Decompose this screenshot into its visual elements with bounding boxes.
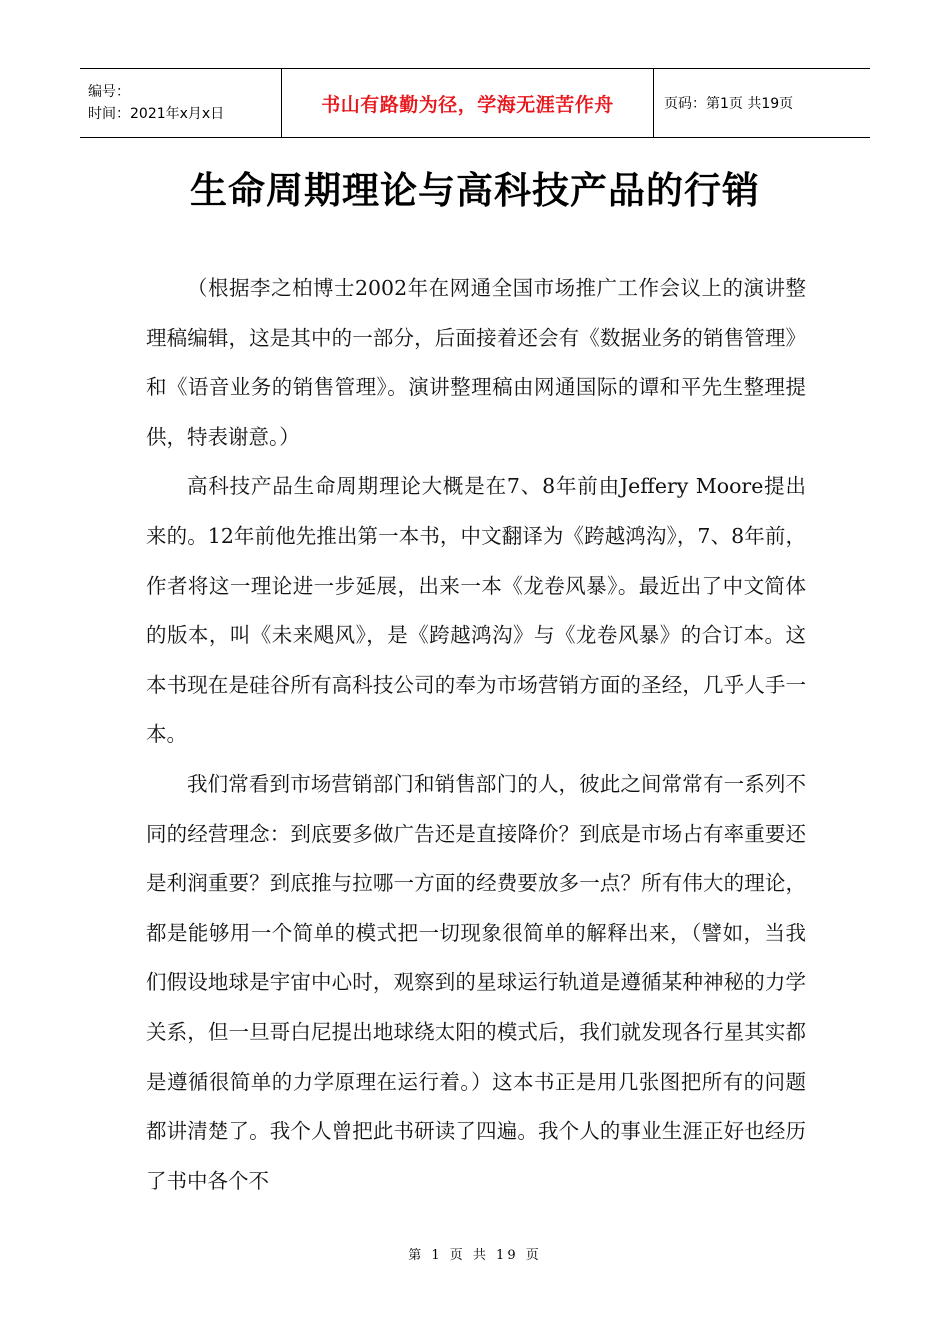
header-meta-cell bbox=[80, 69, 282, 137]
paragraph: （根据李之柏博士2002年在网通全国市场推广工作会议上的演讲整理稿编辑，这是其中的一部分，后面接着还会有《数据业务的销售管理》和《语音业务的销售管理》。演讲整理稿由网通国际的谭和平先生整理提供，特表谢意。） bbox=[146, 276, 806, 449]
paragraph: 我们常看到市场营销部门和销售部门的人，彼此之间常常有一系列不同的经营理念：到底要多做广告还是直接降价？到底是市场占有率重要还是利润重要？到底推与拉哪一方面的经费要放多一点？所有伟大的理论，都是能够用一个简单的模式把一切现象很简单的解释出来，（譬如，当我们假设地球是宇宙中心时，观察到的星球运行轨道是遵循某种神秘的力学关系，但一旦哥白尼提出地球绕太阳的模式后，我们就发现各行星其实都是遵循很简单的力学原理在运行着。）这本书正是用几张图把所有的问题都讲清楚了。我个人曾把此书研读了四遍。我个人的事业生涯正好也经历了书中各个不 bbox=[146, 771, 806, 1193]
header-table bbox=[80, 68, 870, 138]
paragraph: 高科技产品生命周期理论大概是在7、8年前由Jeffery Moore提出来的。12年前他先推出第一本书，中文翻译为《跨越鸿沟》，7、8年前，作者将这一理论进一步延展，出来一本《龙卷风暴》。最近出了中文简体的版本，叫《未来飓风》，是《跨越鸿沟》与《龙卷风暴》的合订本。这本书现在是硅谷所有高科技公司的奉为市场营销方面的圣经，几乎人手一本。 bbox=[146, 474, 806, 747]
time-label: 时间：2021年x月x日 bbox=[88, 106, 225, 122]
number-label: 编号： bbox=[88, 84, 130, 100]
header-page-cell bbox=[654, 69, 870, 137]
document-body bbox=[146, 264, 806, 1206]
page-footer: 第 1 页 共 19 页 bbox=[408, 1248, 542, 1263]
header-page-info: 页码：第1页 共19页 bbox=[664, 96, 794, 112]
header-motto-cell bbox=[282, 69, 654, 137]
header-motto: 书山有路勤为径，学海无涯苦作舟 bbox=[321, 93, 614, 116]
document-title: 生命周期理论与高科技产品的行销 bbox=[190, 169, 760, 212]
